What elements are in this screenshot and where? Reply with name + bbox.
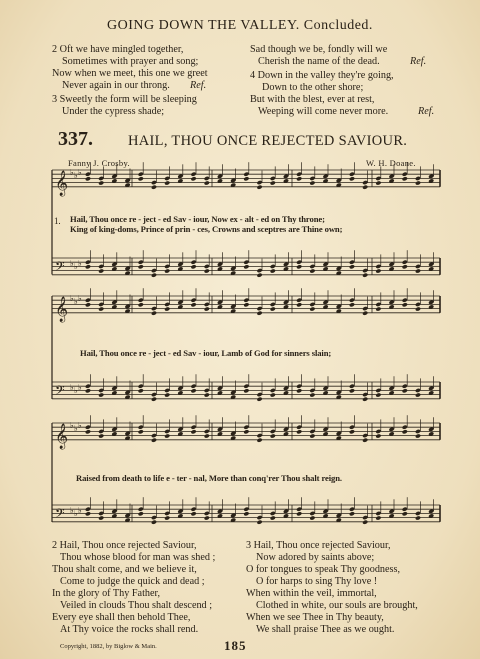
note-head [85, 388, 91, 393]
verse-line: Weeping will come never more. [258, 106, 389, 117]
hymn-title: HAIL, THOU ONCE REJECTED SAVIOUR. [128, 133, 408, 149]
note-head [349, 429, 355, 434]
running-title: GOING DOWN THE VALLEY. Concluded. [107, 18, 373, 33]
note-head [349, 302, 355, 307]
note-head [257, 273, 263, 278]
note-head [309, 433, 315, 438]
note-head [402, 511, 408, 516]
stanza-line: We shall praise Thee as we ought. [256, 624, 395, 635]
flat-sign: ♭ [78, 294, 82, 303]
verse-line: 4 Down in the valley they're going, [250, 70, 394, 81]
note-head [138, 388, 144, 393]
refrain-marker: Ref. [418, 106, 435, 117]
page-number: 185 [224, 638, 247, 653]
note-head [98, 268, 104, 273]
note-head [98, 433, 104, 438]
note-head [151, 311, 157, 316]
bass-clef: 𝄢 [55, 382, 65, 401]
note-head [257, 520, 263, 525]
verse-line: 3 Sweetly the form will be sleeping [52, 94, 197, 105]
note-head [243, 511, 249, 516]
note-head [204, 306, 210, 311]
note-head [362, 397, 368, 402]
note-head [85, 264, 91, 269]
note-head [415, 268, 421, 273]
flat-sign: ♭ [70, 383, 74, 392]
note-head [151, 438, 157, 443]
author-credit: Fanny J. Crosby. [68, 158, 130, 168]
note-head [138, 429, 144, 434]
verse-line: Down to the other shore; [262, 82, 364, 93]
note-head [138, 511, 144, 516]
note-head [402, 302, 408, 307]
copyright-notice: Copyright, 1882, by Biglow & Main. [60, 643, 157, 650]
stanza-line: When we see Thee in Thy beauty, [246, 612, 384, 623]
note-head [375, 306, 381, 311]
note-head [270, 392, 276, 397]
stanza-line: In the glory of Thy Father, [52, 588, 161, 599]
stanza-line: Every eye shall then behold Thee, [52, 612, 191, 623]
lyric-line: Raised from death to life e - ter - nal, More than conq'rer Thou shalt reign. [76, 473, 342, 483]
note-head [270, 306, 276, 311]
note-head [204, 180, 210, 185]
note-head [349, 388, 355, 393]
note-head [362, 520, 368, 525]
note-head [415, 306, 421, 311]
flat-sign: ♭ [70, 294, 74, 303]
note-head [257, 311, 263, 316]
verse-number: 1. [54, 216, 61, 226]
stanza-line: Come to judge the quick and dead ; [60, 576, 205, 587]
refrain-marker: Ref. [190, 80, 207, 91]
note-head [402, 176, 408, 181]
verse-line: Cherish the name of the dead. [258, 56, 380, 67]
flat-sign: ♭ [74, 509, 78, 518]
note-head [296, 511, 302, 516]
note-head [191, 429, 197, 434]
note-head [204, 392, 210, 397]
note-head [85, 511, 91, 516]
note-head [362, 273, 368, 278]
note-head [204, 515, 210, 520]
flat-sign: ♭ [70, 259, 74, 268]
note-head [296, 388, 302, 393]
note-head [243, 176, 249, 181]
stanza-line: Clothed in white, our souls are brought, [256, 600, 418, 611]
flat-sign: ♭ [74, 262, 78, 271]
note-head [243, 264, 249, 269]
note-head [98, 180, 104, 185]
verse-line: 2 Oft we have mingled together, [52, 44, 184, 55]
flat-sign: ♭ [70, 506, 74, 515]
bass-clef: 𝄢 [55, 258, 65, 277]
note-head [270, 433, 276, 438]
note-head [164, 306, 170, 311]
note-head [296, 264, 302, 269]
note-head [257, 185, 263, 190]
note-head [138, 302, 144, 307]
note-head [415, 433, 421, 438]
note-head [257, 397, 263, 402]
bass-clef: 𝄢 [55, 505, 65, 524]
note-head [164, 433, 170, 438]
note-head [191, 264, 197, 269]
note-head [204, 433, 210, 438]
stanza-line: Veiled in clouds Thou shalt descend ; [60, 600, 213, 611]
note-head [309, 268, 315, 273]
note-head [270, 268, 276, 273]
note-head [243, 302, 249, 307]
note-head [138, 264, 144, 269]
stanza-line: 2 Hail, Thou once rejected Saviour, [52, 540, 197, 551]
note-head [257, 438, 263, 443]
verse-line: But with the blest, ever at rest, [250, 94, 375, 105]
note-head [151, 520, 157, 525]
note-head [164, 268, 170, 273]
note-head [415, 515, 421, 520]
note-head [309, 180, 315, 185]
note-head [415, 180, 421, 185]
flat-sign: ♭ [78, 259, 82, 268]
note-head [349, 176, 355, 181]
verse-line: Sometimes with prayer and song; [62, 56, 199, 67]
note-head [138, 176, 144, 181]
hymn-number: 337. [58, 128, 93, 150]
note-head [375, 180, 381, 185]
note-head [191, 511, 197, 516]
note-head [309, 392, 315, 397]
note-head [151, 273, 157, 278]
treble-clef: 𝄞 [55, 170, 69, 196]
note-head [191, 302, 197, 307]
lyric-line: King of king-doms, Prince of prin - ces, Crowns and sceptres are Thine own; [70, 224, 343, 234]
flat-sign: ♭ [78, 168, 82, 177]
flat-sign: ♭ [74, 171, 78, 180]
note-head [98, 392, 104, 397]
note-head [349, 264, 355, 269]
flat-sign: ♭ [78, 506, 82, 515]
stanza-line: Now adored by saints above; [256, 552, 375, 563]
verse-line: Sad though we be, fondly will we [250, 44, 388, 55]
note-head [375, 268, 381, 273]
flat-sign: ♭ [78, 383, 82, 392]
note-head [309, 515, 315, 520]
note-head [85, 302, 91, 307]
note-head [375, 433, 381, 438]
note-head [309, 306, 315, 311]
note-head [151, 185, 157, 190]
note-head [296, 429, 302, 434]
stanza-line: O for tongues to speak Thy goodness, [246, 564, 401, 575]
stanza-line: At Thy voice the rocks shall rend. [60, 624, 199, 635]
refrain-marker: Ref. [410, 56, 427, 67]
note-head [402, 388, 408, 393]
lyric-line: Hail, Thou once re - ject - ed Sav - iour, Lamb of God for sinners slain; [80, 348, 332, 358]
note-head [243, 388, 249, 393]
note-head [204, 268, 210, 273]
note-head [362, 185, 368, 190]
stanza-line: When within the veil, immortal, [246, 588, 377, 599]
note-head [164, 515, 170, 520]
treble-clef: 𝄞 [55, 423, 69, 449]
note-head [349, 511, 355, 516]
verse-line: Under the cypress shade; [62, 106, 165, 117]
note-head [270, 515, 276, 520]
note-head [375, 515, 381, 520]
note-head [362, 311, 368, 316]
flat-sign: ♭ [74, 297, 78, 306]
flat-sign: ♭ [70, 168, 74, 177]
treble-clef: 𝄞 [55, 296, 69, 322]
flat-sign: ♭ [78, 421, 82, 430]
stanza-line: O for harps to sing Thy love ! [256, 576, 378, 587]
note-head [270, 180, 276, 185]
flat-sign: ♭ [70, 421, 74, 430]
note-head [402, 429, 408, 434]
note-head [85, 176, 91, 181]
note-head [151, 397, 157, 402]
note-head [375, 392, 381, 397]
flat-sign: ♭ [74, 424, 78, 433]
verse-line: Never again in our throng. [62, 80, 170, 91]
note-head [243, 429, 249, 434]
note-head [415, 392, 421, 397]
note-head [98, 515, 104, 520]
composer-credit: W. H. Doane. [366, 158, 416, 168]
note-head [402, 264, 408, 269]
note-head [191, 388, 197, 393]
stanza-line: Thou shalt come, and we believe it, [52, 564, 197, 575]
note-head [191, 176, 197, 181]
note-head [98, 306, 104, 311]
note-head [164, 392, 170, 397]
note-head [296, 302, 302, 307]
verse-line: Now when we meet, this one we greet [52, 68, 208, 79]
note-head [296, 176, 302, 181]
flat-sign: ♭ [74, 386, 78, 395]
stanza-line: Thou whose blood for man was shed ; [60, 552, 216, 563]
lyric-line: Hail, Thou once re - ject - ed Sav - iour, Now ex - alt - ed on Thy throne; [70, 214, 325, 224]
stanza-line: 3 Hail, Thou once rejected Saviour, [246, 540, 391, 551]
note-head [164, 180, 170, 185]
note-head [85, 429, 91, 434]
note-head [362, 438, 368, 443]
